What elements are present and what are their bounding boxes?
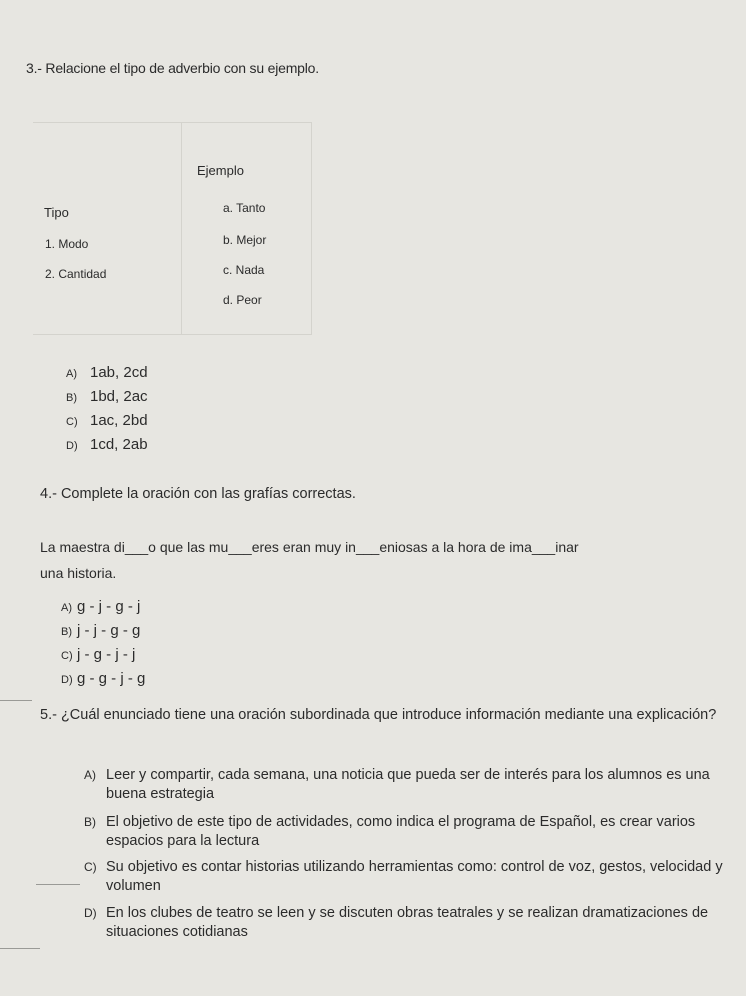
table-bottom-border — [33, 334, 311, 335]
option-letter: A) — [84, 768, 96, 782]
q3-option-a[interactable] — [66, 364, 148, 381]
option-letter: A) — [66, 368, 77, 380]
q4-option-c[interactable] — [61, 646, 135, 663]
option-text: Su objetivo es contar historias utilizando herramientas como: control de voz, gestos, velocidad y volumen — [106, 859, 723, 894]
option-text: g - g - j - g — [77, 670, 146, 687]
option-text: j - j - g - g — [77, 622, 141, 639]
q5-option-a[interactable] — [84, 766, 726, 804]
option-text: En los clubes de teatro se leen y se discuten obras teatrales y se realizan dramatizaciones de situaciones cotidianas — [106, 905, 709, 940]
table-divider — [181, 123, 182, 335]
option-letter: A) — [61, 602, 72, 614]
question-3-title: 3.- Relacione el tipo de adverbio con su ejemplo. — [26, 60, 319, 76]
q4-option-b[interactable] — [61, 622, 140, 639]
sentence-line-2: una historia. — [40, 565, 117, 581]
option-letter: C) — [66, 416, 78, 428]
q3-option-c[interactable] — [66, 412, 148, 429]
option-text: 1bd, 2ac — [90, 388, 148, 405]
margin-mark — [0, 700, 32, 701]
table-tipo-1: 1. Modo — [45, 237, 89, 251]
option-letter: C) — [84, 860, 97, 874]
option-letter: D) — [84, 906, 97, 920]
q3-option-d[interactable] — [66, 436, 148, 453]
option-letter: B) — [84, 815, 96, 829]
table-ejemplo-c: c. Nada — [223, 263, 265, 277]
q4-option-a[interactable] — [61, 598, 140, 615]
table-tipo-2: 2. Cantidad — [45, 267, 107, 281]
q5-option-c[interactable] — [84, 858, 726, 896]
question-4-sentence — [40, 534, 730, 586]
option-text: 1ab, 2cd — [90, 364, 148, 381]
sentence-line-1: La maestra di___o que las mu___eres eran muy in___eniosas a la hora de ima___inar — [40, 539, 579, 555]
margin-mark — [0, 948, 40, 949]
q5-option-d[interactable] — [84, 904, 726, 942]
table-ejemplo-a: a. Tanto — [223, 201, 266, 215]
q4-option-d[interactable] — [61, 670, 145, 687]
table-header-ejemplo: Ejemplo — [197, 163, 244, 178]
table-ejemplo-d: d. Peor — [223, 293, 262, 307]
option-letter: B) — [66, 392, 77, 404]
question-4-title: 4.- Complete la oración con las grafías correctas. — [40, 486, 356, 502]
margin-mark — [36, 884, 80, 885]
option-letter: B) — [61, 626, 72, 638]
option-letter: D) — [61, 674, 73, 686]
question-5-title: 5.- ¿Cuál enunciado tiene una oración subordinada que introduce información mediante una explicación? — [40, 707, 717, 723]
option-text: g - j - g - j — [77, 598, 141, 615]
q3-option-b[interactable] — [66, 388, 148, 405]
option-text: El objetivo de este tipo de actividades, como indica el programa de Español, es crear varios espacios para la lectura — [106, 814, 696, 849]
option-text: 1ac, 2bd — [90, 412, 148, 429]
option-text: Leer y compartir, cada semana, una noticia que pueda ser de interés para los alumnos es una buena estrategia — [106, 767, 710, 802]
q5-option-b[interactable] — [84, 813, 726, 851]
option-letter: C) — [61, 650, 73, 662]
table-header-tipo: Tipo — [44, 205, 69, 220]
option-letter: D) — [66, 440, 78, 452]
option-text: j - g - j - j — [77, 646, 136, 663]
adverb-table — [33, 122, 312, 335]
option-text: 1cd, 2ab — [90, 436, 148, 453]
table-ejemplo-b: b. Mejor — [223, 233, 267, 247]
